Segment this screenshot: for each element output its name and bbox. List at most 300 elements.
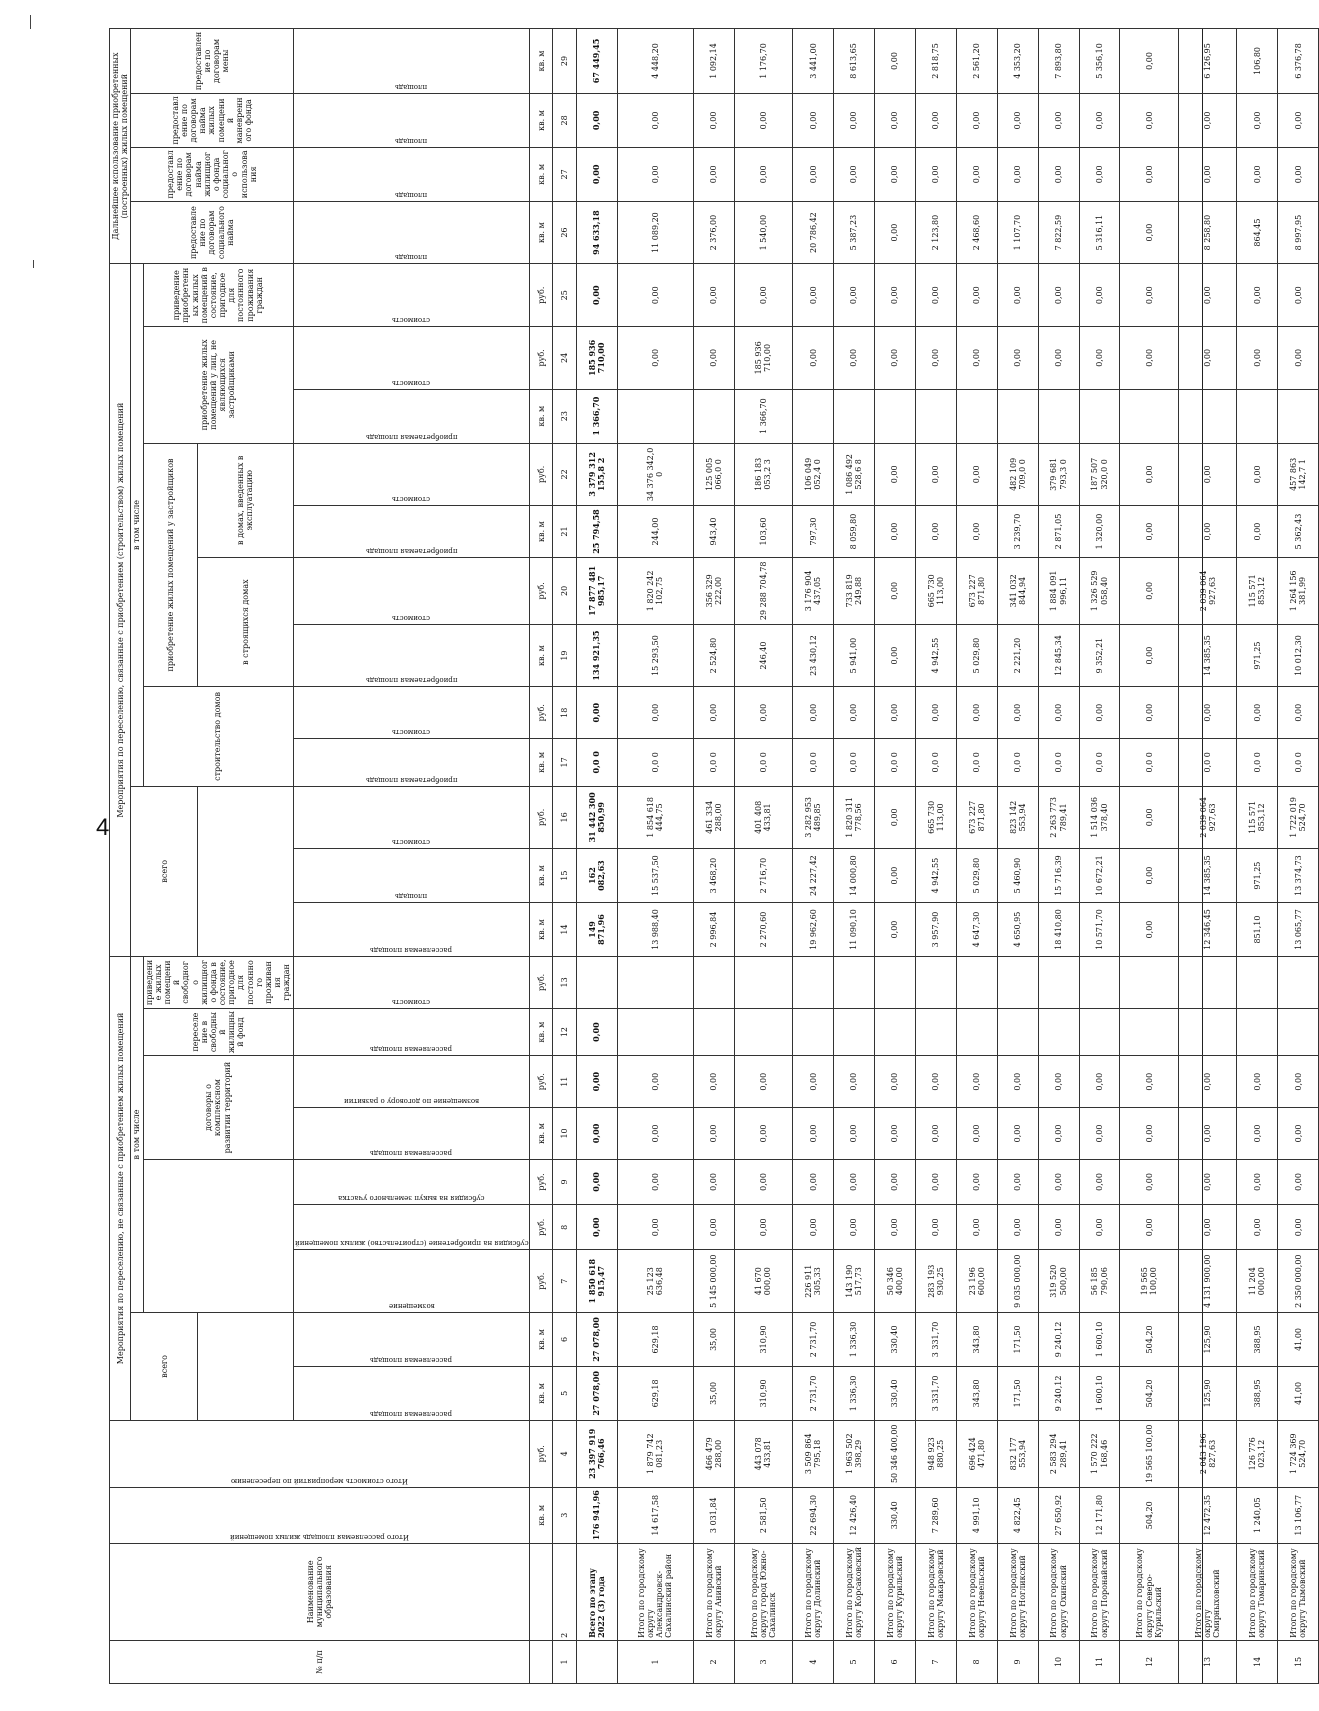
table-cell: Итого по городскому округу Корсаковский [834, 1543, 875, 1640]
table-cell: 0,00 [576, 1159, 617, 1204]
table-cell [834, 1008, 875, 1055]
table-cell: 0,00 [793, 1205, 834, 1250]
table-cell: 2 561,20 [956, 29, 997, 94]
lbl: стоимость [293, 264, 530, 327]
table-cell: 0,00 [576, 1056, 617, 1108]
table-cell: 0,00 [1038, 93, 1079, 147]
table-cell [793, 389, 834, 443]
table-cell: 0,00 [693, 147, 734, 201]
table-cell: 5 941,00 [834, 624, 875, 687]
table-cell: руб. [530, 327, 553, 390]
table-cell [1079, 1008, 1120, 1055]
table-cell: 0,00 [1237, 687, 1278, 739]
table-cell: 0,00 [734, 1159, 793, 1204]
table-cell: кв. м [530, 389, 553, 443]
table-cell: 4 650,95 [997, 903, 1038, 957]
table-cell: 1 600,10 [1079, 1366, 1120, 1420]
header-b-privedenie: приведение приобретенных жилых помещений в состояние, пригодное для постоянного проживания граждан [143, 264, 293, 327]
table-cell: руб. [530, 786, 553, 849]
table-cell: 0,0 0 [1079, 739, 1120, 786]
table-cell: 0,00 [875, 443, 916, 506]
table-cell: 3 468,20 [693, 849, 734, 903]
table-cell: 0,0 0 [1038, 739, 1079, 786]
table-cell: 0,00 [834, 1159, 875, 1204]
table-cell: 0,00 [875, 506, 916, 558]
lbl: субсидия на выкуп земельного участка [293, 1159, 530, 1204]
table-row [793, 29, 834, 1684]
table-cell: 14 385,35 [1178, 624, 1237, 687]
table-cell: 15 [553, 849, 576, 903]
table-cell: 0,00 [1079, 264, 1120, 327]
table-cell: 0,00 [1120, 201, 1179, 264]
table-cell [834, 389, 875, 443]
header-b-vsego: всего [131, 786, 198, 956]
table-cell: 0,00 [793, 687, 834, 739]
table-cell: 0,0 0 [576, 739, 617, 786]
table-cell: 27 078,00 [576, 1312, 617, 1366]
table-cell: 10 571,70 [1079, 903, 1120, 957]
table-cell: 19 962,60 [793, 903, 834, 957]
table-cell: 665 730 113,00 [915, 786, 956, 849]
table-cell: 0,00 [1038, 327, 1079, 390]
table-cell: Итого по городскому округу Макаровский [915, 1543, 956, 1640]
table-cell: 319 520 500,00 [1038, 1250, 1079, 1313]
table-cell: 0,00 [834, 93, 875, 147]
table-cell: 0,00 [956, 147, 997, 201]
table-cell: 0,00 [1237, 264, 1278, 327]
table-cell: 0,00 [576, 1108, 617, 1160]
lbl: стоимость [293, 327, 530, 390]
table-cell: 0,00 [875, 903, 916, 957]
stray-mark [30, 15, 31, 29]
table-cell: 0,00 [693, 1205, 734, 1250]
table-cell: Итого по городскому округу Курильский [875, 1543, 916, 1640]
table-row [617, 29, 693, 1684]
table-cell: 0,0 0 [617, 739, 693, 786]
table-cell: 0,00 [956, 327, 997, 390]
table-cell: 2 871,05 [1038, 506, 1079, 558]
header-a-sub1 [143, 1159, 293, 1312]
lbl: площадь [293, 93, 530, 147]
table-cell: кв. м [530, 1008, 553, 1055]
table-cell: 0,00 [956, 506, 997, 558]
table-cell: 13 374,73 [1278, 849, 1319, 903]
lbl: приобретаемая площадь [293, 624, 530, 687]
table-cell: 1 514 036 378,40 [1079, 786, 1120, 849]
lbl: приобретаемая площадь [293, 389, 530, 443]
table-cell: 28 [553, 93, 576, 147]
table-cell: 0,00 [1278, 1205, 1319, 1250]
table-cell: 1 092,14 [693, 29, 734, 94]
table-cell: 0,00 [834, 264, 875, 327]
table-cell: 356 329 222,00 [693, 557, 734, 624]
table-cell: 0,00 [617, 93, 693, 147]
table-row [956, 29, 997, 1684]
table-cell: 310,90 [734, 1312, 793, 1366]
table-cell: 5 [553, 1366, 576, 1420]
table-cell: 1 326 529 058,40 [1079, 557, 1120, 624]
table-cell: 0,00 [1079, 1056, 1120, 1108]
table-cell: 0,00 [997, 264, 1038, 327]
table-cell: 0,00 [576, 264, 617, 327]
table-cell: кв. м [530, 1366, 553, 1420]
table-cell: 0,00 [693, 687, 734, 739]
table-cell: 16 [553, 786, 576, 849]
table-cell: 1 264 156 381,99 [1278, 557, 1319, 624]
table-cell: 0,00 [997, 687, 1038, 739]
lbl: расселяемая площадь [293, 1008, 530, 1055]
table-cell: 23 196 600,00 [956, 1250, 997, 1313]
table-cell: 1 240,05 [1237, 1487, 1278, 1543]
table-cell: 0,00 [793, 264, 834, 327]
table-cell: 0,00 [915, 1108, 956, 1160]
table-cell: 0,00 [956, 1205, 997, 1250]
table-cell: 0,00 [1120, 849, 1179, 903]
table-cell: 0,00 [576, 1008, 617, 1055]
table-cell: 34 376 342,0 0 [617, 443, 693, 506]
table-cell: 6 [875, 1640, 916, 1683]
table-cell [1038, 1008, 1079, 1055]
table-cell: 4 647,30 [956, 903, 997, 957]
table-cell [617, 956, 693, 1008]
table-cell: 0,00 [617, 147, 693, 201]
table-cell: 943,40 [693, 506, 734, 558]
table-cell: 24 [553, 327, 576, 390]
table-cell: 482 109 709,0 0 [997, 443, 1038, 506]
table-cell [915, 956, 956, 1008]
table-cell: 0,00 [834, 327, 875, 390]
table-cell: 6 126,95 [1178, 29, 1237, 94]
table-cell: 2 350 000,00 [1278, 1250, 1319, 1313]
table-cell: 162 082,63 [576, 849, 617, 903]
table-cell: 11 090,10 [834, 903, 875, 957]
table-cell: 10 012,30 [1278, 624, 1319, 687]
table-cell: 673 227 871,80 [956, 786, 997, 849]
table-cell: 0,00 [734, 1205, 793, 1250]
lbl: расселяемая площадь [293, 1366, 530, 1420]
table-cell: 0,00 [997, 1159, 1038, 1204]
table-cell: 125 005 066,0 0 [693, 443, 734, 506]
table-cell: 0,00 [1178, 264, 1237, 327]
table-cell: 0,00 [875, 147, 916, 201]
header-col4: Итого стоимость мероприятий по переселению [110, 1420, 530, 1487]
table-cell: 0,00 [915, 506, 956, 558]
table-cell: 9 [553, 1159, 576, 1204]
table-cell: 0,00 [1038, 264, 1079, 327]
table-row [1038, 29, 1079, 1684]
header-b-priobretenie: приобретение жилых помещений у застройщиков [143, 443, 197, 687]
table-row [1079, 29, 1120, 1684]
table-cell [1237, 389, 1278, 443]
table-cell: 461 334 288,00 [693, 786, 734, 849]
table-cell: 9 240,12 [1038, 1366, 1079, 1420]
table-cell: 6 [553, 1312, 576, 1366]
table-cell: 1 176,70 [734, 29, 793, 94]
table-cell: 3 239,70 [997, 506, 1038, 558]
table-cell: 21 [553, 506, 576, 558]
table-cell: кв. м [530, 147, 553, 201]
table-cell: 15 537,50 [617, 849, 693, 903]
table-cell: 0,00 [956, 93, 997, 147]
table-cell [734, 1008, 793, 1055]
table-cell: 14 [1237, 1640, 1278, 1683]
table-cell: 2 [693, 1640, 734, 1683]
table-cell: 0,00 [875, 849, 916, 903]
table-cell [1237, 1008, 1278, 1055]
table-cell: руб. [530, 1205, 553, 1250]
table-cell: 0,00 [1278, 1056, 1319, 1108]
table-cell: 1 600,10 [1079, 1312, 1120, 1366]
table-cell: 457 863 142,7 1 [1278, 443, 1319, 506]
table-cell [1120, 956, 1179, 1008]
table-cell: 4 [793, 1640, 834, 1683]
table-cell: 7 822,59 [1038, 201, 1079, 264]
table-cell: 330,40 [875, 1366, 916, 1420]
table-cell: 5 [834, 1640, 875, 1683]
table-cell: 629,18 [617, 1366, 693, 1420]
table-cell: 0,00 [1278, 93, 1319, 147]
table-cell: 0,00 [1178, 443, 1237, 506]
table-cell: 0,00 [734, 264, 793, 327]
lbl: стоимость [293, 687, 530, 739]
table-cell: 0,00 [1178, 687, 1237, 739]
table-cell: 343,80 [956, 1366, 997, 1420]
table-cell: 11 [1079, 1640, 1120, 1683]
table-cell: 171,50 [997, 1366, 1038, 1420]
table-cell [617, 1008, 693, 1055]
table-cell: 0,00 [875, 557, 916, 624]
table-cell: 185 936 710,00 [576, 327, 617, 390]
table-cell: 246,40 [734, 624, 793, 687]
table-cell: 5 145 000,00 [693, 1250, 734, 1313]
table-cell: 629,18 [617, 1312, 693, 1366]
table-cell: 0,00 [1278, 327, 1319, 390]
table-cell: 0,00 [693, 327, 734, 390]
table-cell: 2 996,84 [693, 903, 734, 957]
table-cell [793, 1008, 834, 1055]
table-cell: 0,00 [1038, 147, 1079, 201]
table-cell: 19 [553, 624, 576, 687]
table-cell: 2 376,00 [693, 201, 734, 264]
table-cell: 0,0 0 [834, 739, 875, 786]
table-cell [875, 1008, 916, 1055]
table-cell: 0,00 [875, 1056, 916, 1108]
table-cell [1178, 956, 1237, 1008]
table-cell: 971,25 [1237, 849, 1278, 903]
lbl: приобретаемая площадь [293, 506, 530, 558]
table-cell: 0,00 [617, 687, 693, 739]
table-cell: руб. [530, 1420, 553, 1487]
table-cell: 0,00 [617, 1205, 693, 1250]
table-cell: 17 877 481 985,17 [576, 557, 617, 624]
table-cell: 0,00 [1120, 1205, 1179, 1250]
table-cell: 0,00 [875, 624, 916, 687]
table-cell: 0,00 [1178, 1159, 1237, 1204]
table-cell: 0,00 [915, 1056, 956, 1108]
table-cell: 0,00 [875, 264, 916, 327]
table-cell: 8 613,65 [834, 29, 875, 94]
table-cell: 832 177 553,94 [997, 1420, 1038, 1487]
table-cell: 185 936 710,00 [734, 327, 793, 390]
table-cell: 0,00 [1038, 687, 1079, 739]
table-cell: 171,50 [997, 1312, 1038, 1366]
table-cell: 12 346,45 [1178, 903, 1237, 957]
table-cell: кв. м [530, 624, 553, 687]
table-cell: 1 850 618 915,47 [576, 1250, 617, 1313]
table-cell: 0,00 [1079, 147, 1120, 201]
table-cell: 5 356,10 [1079, 29, 1120, 94]
header-b-vsego-blank [198, 786, 294, 956]
table-cell [1120, 1008, 1179, 1055]
table-cell: кв. м [530, 29, 553, 94]
table-cell [1038, 956, 1079, 1008]
header-b-vtomchisle: в том числе [131, 264, 143, 786]
table-cell [997, 1008, 1038, 1055]
table-cell: 0,00 [617, 1056, 693, 1108]
table-cell: 0,00 [793, 327, 834, 390]
table-cell: 29 [553, 29, 576, 94]
table-cell: руб. [530, 687, 553, 739]
table-cell [1079, 389, 1120, 443]
relocation-table [109, 28, 1308, 1684]
table-cell: 4 991,10 [956, 1487, 997, 1543]
table-cell: 15 716,39 [1038, 849, 1079, 903]
table-cell: 0,00 [834, 1108, 875, 1160]
units-row [530, 29, 553, 1684]
table-cell: 379 681 793,3 0 [1038, 443, 1079, 506]
table-cell: 1 366,70 [576, 389, 617, 443]
table-cell: 0,00 [956, 1056, 997, 1108]
table-cell: 971,25 [1237, 624, 1278, 687]
table-cell: кв. м [530, 903, 553, 957]
table-cell: 5 387,23 [834, 201, 875, 264]
table-cell: 0,00 [1237, 1205, 1278, 1250]
table-cell: 343,80 [956, 1312, 997, 1366]
column-number-row [553, 29, 576, 1684]
table-cell: 19 565 100,00 [1120, 1250, 1179, 1313]
table-cell: Итого по городскому округу Охинский [1038, 1543, 1079, 1640]
table-cell: 1 879 742 081,23 [617, 1420, 693, 1487]
table-cell: 14 617,58 [617, 1487, 693, 1543]
table-cell: 0,0 0 [734, 739, 793, 786]
table-cell [1038, 389, 1079, 443]
table-cell [734, 956, 793, 1008]
table-cell: 7 [553, 1250, 576, 1313]
table-cell: 0,00 [576, 93, 617, 147]
table-cell: 0,00 [734, 1056, 793, 1108]
table-cell: 0,00 [617, 1159, 693, 1204]
table-cell: 665 730 113,00 [915, 557, 956, 624]
table-cell: Итого по городскому округу Анивский [693, 1543, 734, 1640]
table-cell: 50 346 400,00 [875, 1420, 916, 1487]
table-cell: 2 731,70 [793, 1312, 834, 1366]
table-cell: 0,0 0 [1120, 739, 1179, 786]
table-cell: 12 [1120, 1640, 1179, 1683]
table-cell [617, 389, 693, 443]
table-cell: 2 716,70 [734, 849, 793, 903]
table-cell: 310,90 [734, 1366, 793, 1420]
lbl: возмещение [293, 1250, 530, 1313]
table-cell: 0,00 [956, 443, 997, 506]
table-cell: кв. м [530, 93, 553, 147]
lbl: стоимость [293, 443, 530, 506]
table-cell: 0,0 0 [997, 739, 1038, 786]
table-cell: 20 786,42 [793, 201, 834, 264]
table-cell: 186 183 053,2 3 [734, 443, 793, 506]
table-cell: 0,0 0 [875, 739, 916, 786]
table-cell: 0,00 [793, 1108, 834, 1160]
table-cell: 244,00 [617, 506, 693, 558]
table-cell: 0,00 [915, 1205, 956, 1250]
table-cell: руб. [530, 557, 553, 624]
table-cell: 13 988,40 [617, 903, 693, 957]
table-cell: 11 [553, 1056, 576, 1108]
table-cell: 851,10 [1237, 903, 1278, 957]
table-cell: 226 911 305,33 [793, 1250, 834, 1313]
table-cell: Итого по городскому округу Северо-Курильский [1120, 1543, 1179, 1640]
table-cell: 4 942,55 [915, 624, 956, 687]
table-cell: 330,40 [875, 1312, 916, 1366]
table-cell: 1 820 311 778,56 [834, 786, 875, 849]
header-a-dogovor: договоры о комплексном развитии территорий [143, 1056, 293, 1160]
table-cell: 8 [553, 1205, 576, 1250]
table-cell: 2 [553, 1543, 576, 1640]
table-cell: 0,00 [1079, 1108, 1120, 1160]
table-cell: 0,00 [875, 687, 916, 739]
table-cell: 14 [553, 903, 576, 957]
table-cell: Итого по городскому округу Невельский [956, 1543, 997, 1640]
table-cell: 3 441,00 [793, 29, 834, 94]
table-cell: 1 570 222 168,46 [1079, 1420, 1120, 1487]
table-cell: 0,0 0 [1278, 739, 1319, 786]
table-cell: 10 [1038, 1640, 1079, 1683]
table-cell [1278, 1008, 1319, 1055]
lbl: площадь [293, 147, 530, 201]
table-cell: 20 [553, 557, 576, 624]
table-cell: 0,00 [1038, 1205, 1079, 1250]
table-cell: 0,0 0 [693, 739, 734, 786]
table-cell: руб. [530, 264, 553, 327]
table-cell: 17 [553, 739, 576, 786]
table-cell: 0,00 [576, 1205, 617, 1250]
table-cell: 0,00 [734, 1108, 793, 1160]
table-cell [1278, 956, 1319, 1008]
table-cell [956, 1008, 997, 1055]
table-cell: 4 822,45 [997, 1487, 1038, 1543]
table-cell: 2 039 064 927,63 [1178, 557, 1237, 624]
table-cell: руб. [530, 443, 553, 506]
table-cell: 0,0 0 [793, 739, 834, 786]
table-cell: 388,95 [1237, 1312, 1278, 1366]
table-cell: 22 694,30 [793, 1487, 834, 1543]
table-cell: 0,00 [875, 201, 916, 264]
table-cell: 341 032 844,94 [997, 557, 1038, 624]
table-cell: 9 [997, 1640, 1038, 1683]
table-cell: 0,00 [576, 147, 617, 201]
table-cell: 0,00 [875, 1108, 916, 1160]
table-cell: 103,60 [734, 506, 793, 558]
table-cell: 0,00 [956, 687, 997, 739]
table-cell: кв. м [530, 1108, 553, 1160]
table-cell [875, 389, 916, 443]
lbl: расселяемая площадь [293, 1108, 530, 1160]
table-cell: 0,00 [915, 687, 956, 739]
table-cell: 0,00 [997, 147, 1038, 201]
table-cell: 0,00 [1079, 93, 1120, 147]
table-cell: 8 997,95 [1278, 201, 1319, 264]
table-cell: 864,45 [1237, 201, 1278, 264]
table-cell: 9 240,12 [1038, 1312, 1079, 1366]
